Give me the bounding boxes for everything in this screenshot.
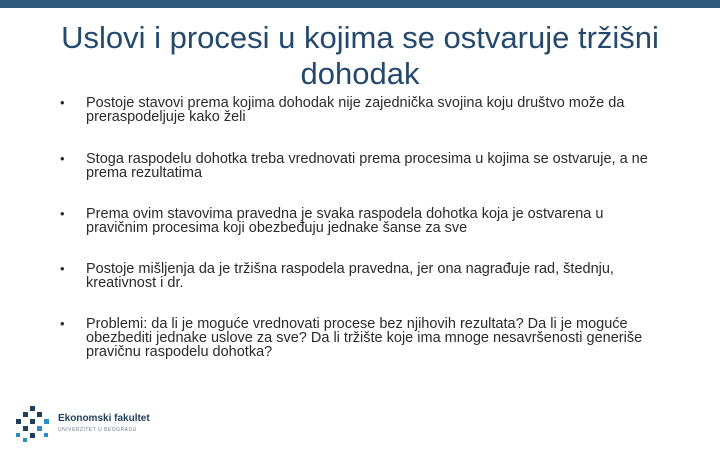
bullet-marker: • [60,316,65,331]
bullet-item [60,317,660,363]
logo-name: Ekonomski fakultet [58,413,150,424]
bullet-text: Postoje mišljenja da je tržišna raspodela pravedna, jer ona nagrađuje rad, štednju, kreativnost i dr. [86,261,614,291]
bullet-item [60,96,660,130]
bullet-text: Stoga raspodelu dohotka treba vrednovati prema procesima u kojima se ostvaruje, a ne prema rezultatima [86,151,648,181]
bullet-marker: • [60,206,65,221]
bullet-text: Prema ovim stavovima pravedna je svaka raspodela dohotka koja je ostvarena u pravičnim procesima koji obezbeđuju jednake šanse za sve [86,206,604,236]
bullet-text: Postoje stavovi prema kojima dohodak nije zajednička svojina koju društvo može da preraspodeljuje kako želi [86,95,625,125]
bullet-item [60,207,660,237]
bullet-marker: • [60,261,65,276]
bullet-text: Problemi: da li je moguće vrednovati procese bez njihovih rezultata? Da li je moguće obezbediti jednake uslove za sve? Da li tržište koje ima mnoge nesavršenosti generiše pravičnu raspodelu dohotka? [86,316,643,360]
bullet-marker: • [60,151,65,166]
logo-subtitle: UNIVERZITET U BEOGRADU [58,427,137,433]
bullet-marker: • [60,95,65,110]
slide-title-line-2: dohodak [300,56,420,91]
slide-title [20,20,700,92]
faculty-logo [12,404,212,444]
slide-title-line-1: Uslovi i procesi u kojima se ostvaruje tržišni [61,20,659,55]
bullet-item [60,152,660,182]
dot-cluster-logo-icon [12,404,54,444]
bullet-list [60,96,660,363]
bullet-item [60,262,660,292]
top-accent-bar [0,0,720,8]
